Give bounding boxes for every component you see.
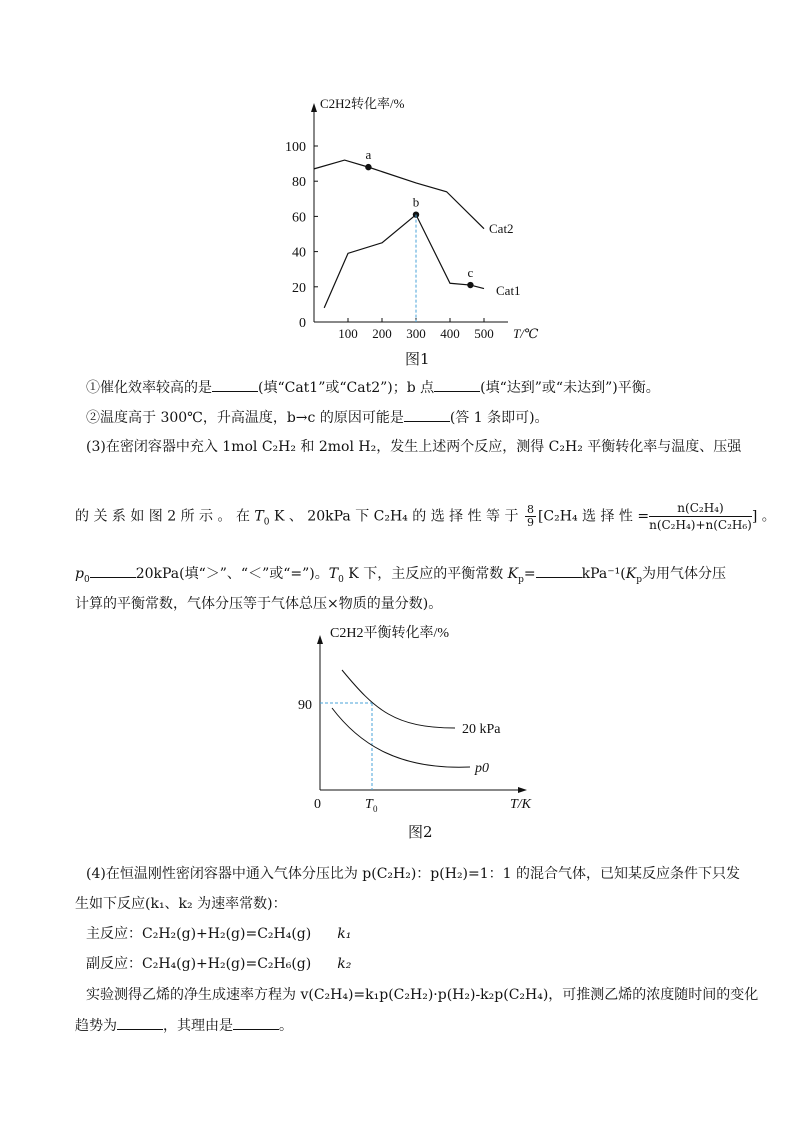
question-4-line-5: 实验测得乙烯的净生成速率方程为 v(C₂H₄)=k₁p(C₂H₂)·p(H₂)-k₂p(C₂H₄)，可推测乙烯的浓度随时间的变化: [86, 987, 759, 1003]
question-4-line-6: 趋势为 ，其理由是 。: [75, 1015, 293, 1036]
fig2-y-arrow: [317, 635, 323, 644]
fig1-point-label-c: c: [467, 265, 474, 281]
fig1-x-tick-label: 200: [372, 326, 392, 341]
fig1-y-label: C2H2转化率/%: [320, 96, 405, 111]
fig1-x-tick-label: 300: [406, 326, 426, 341]
question-3-line-2: 的 关 系 如 图 2 所 示 。 在 $T_0$ K 、 20kPa 下 C₂H₄ 的 选 择 性 等 于 $\frac{8}{9}$ [C₂H₄ 选 择 性 = $\frac{\text{n(C₂H₄)}}{\text{n(C₂H₄)+n(C₂H₆)}}$] 。: [75, 501, 776, 532]
fig2-x-label: T/K: [510, 797, 532, 812]
fig2-y-tick-90: 90: [298, 698, 312, 713]
fig1-y-tick-label: 100: [285, 140, 306, 155]
fig2-y-label: C2H2平衡转化率/%: [330, 626, 449, 641]
fig1-point-label-a: a: [365, 147, 372, 163]
main-reaction: 主反应：C₂H₂(g)+H₂(g)=C₂H₄(g) k₁: [86, 926, 352, 942]
fig2-x-tick-t0-sub: 0: [373, 804, 378, 814]
fig1-x-label: T/℃: [513, 326, 539, 341]
fig2-origin: 0: [314, 797, 321, 812]
figure-1-caption: 图1: [405, 350, 430, 368]
fig2-x-arrow: [518, 787, 527, 793]
fig1-point-label-b: b: [412, 194, 420, 210]
selectivity-fraction: $\frac{\text{n(C₂H₄)}}{\text{n(C₂H₄)+n(C₂H₆)}}$: [649, 501, 752, 532]
fig1-y-tick-label: 80: [292, 175, 306, 191]
fig1-y-tick-label: 40: [292, 245, 306, 261]
side-reaction: 副反应：C₂H₄(g)+H₂(g)=C₂H₆(g) k₂: [86, 956, 352, 972]
fig1-y-tick-label: 60: [292, 210, 306, 226]
question-4-line-2: 生如下反应(k₁、k₂ 为速率常数)：: [75, 896, 287, 912]
fig1-y-tick-label: 20: [292, 280, 306, 296]
fig1-x-tick-label: 100: [338, 326, 358, 341]
figure-2-caption: 图2: [408, 823, 433, 841]
question-3-line-4: 计算的平衡常数，气体分压等于气体总压×物质的量分数)。: [75, 596, 443, 612]
question-3-line-3: $p_0$ 20kPa(填“＞”、“＜”或“=”)。$T_0$ K 下，主反应的平衡常数 $K_p= kPa^{-1}(K_p$为用气体分压: [75, 563, 726, 590]
question-1-line: ①催化效率较高的是 (填“Cat1”或“Cat2”)；b 点 (填“达到”或“未达到”)平衡。: [86, 377, 660, 398]
fig2-curve-p0: [332, 708, 470, 767]
answer-blank-6[interactable]: [117, 1015, 163, 1030]
fig1-x-tick-label: 400: [440, 326, 460, 341]
fig2-series-label-p0: p0: [475, 761, 489, 776]
fig2-x-tick-t0: T: [365, 797, 373, 812]
fraction-8-9: $\frac{8}{9}$: [526, 503, 534, 529]
question-2-line: ②温度高于 300℃，升高温度，b→c 的原因可能是 (答 1 条即可)。: [86, 407, 549, 428]
fig1-series-label-cat1: Cat1: [496, 283, 521, 298]
fig1-series-label-cat2: Cat2: [489, 221, 514, 236]
answer-blank-7[interactable]: [233, 1015, 279, 1030]
question-4-line-1: (4)在恒温刚性密闭容器中通入气体分压比为 p(C₂H₂)：p(H₂)=1：1 的混合气体，已知某反应条件下只发: [86, 866, 741, 882]
fig2-series-label-20kpa: 20 kPa: [462, 722, 501, 737]
fig1-y-tick-label: 0: [299, 316, 306, 331]
question-3-line-1: (3)在密闭容器中充入 1mol C₂H₂ 和 2mol H₂，发生上述两个反应，测得 C₂H₂ 平衡转化率与温度、压强: [86, 439, 742, 455]
fig1-x-tick-label: 500: [474, 326, 494, 341]
fig2-curve-20kpa: [342, 670, 455, 728]
